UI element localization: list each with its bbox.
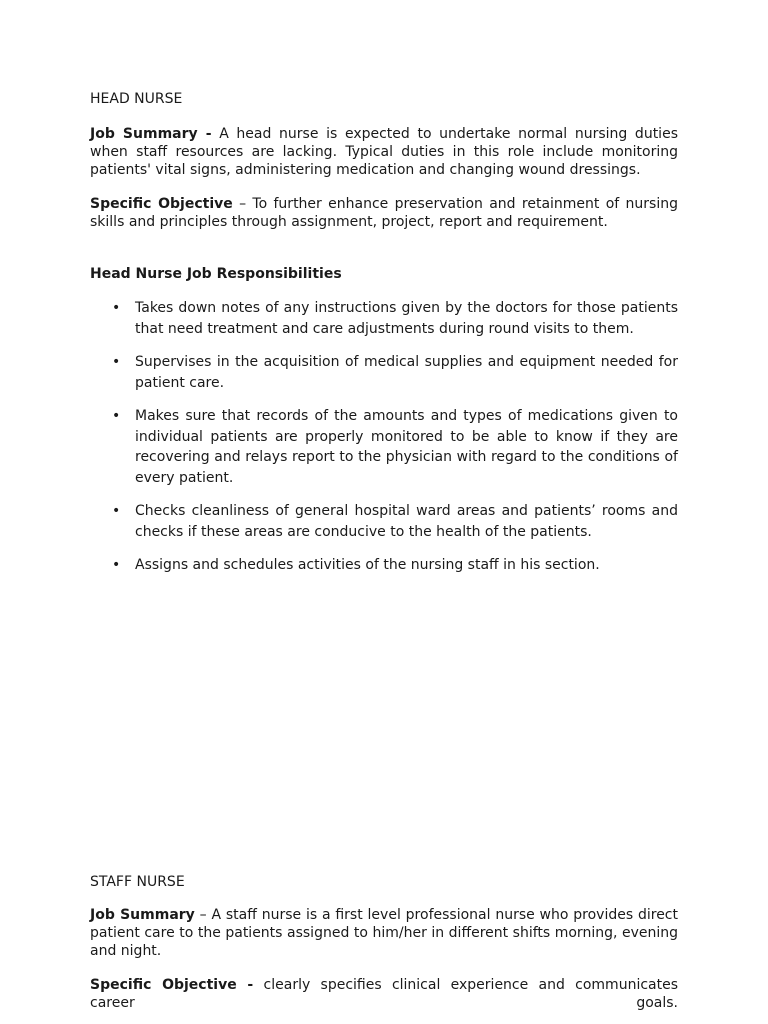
staff-nurse-section (90, 873, 678, 891)
list-item: • Supervises in the acquisition of medical supplies and equipment needed for patient care. (112, 354, 678, 391)
responsibilities-heading: Head Nurse Job Responsibilities (90, 266, 342, 282)
staff-nurse-job-summary (90, 906, 678, 960)
staff-job-summary-text: – A staff nurse is a first level professional nurse who provides direct patient care to the patients assigned to him/her in different shifts morning, evening and night. (90, 907, 678, 959)
bullet-icon: • (112, 503, 121, 519)
responsibilities-list-wrap (90, 298, 678, 589)
bullet-icon: • (112, 300, 121, 316)
list-item: • Takes down notes of any instructions given by the doctors for those patients that need treatment and care adjustments during round visits to them. (112, 300, 678, 337)
bullet-icon: • (112, 354, 121, 370)
objective-text: – To further enhance preservation and retainment of nursing skills and principles through assignment, project, report and requirement. (90, 196, 679, 230)
staff-nurse-objective (90, 976, 678, 1012)
list-item: • Makes sure that records of the amounts and types of medications given to individual patients are properly monitored to be able to know if they are recovering and relays report to the physician with regard to the conditions of every patient. (112, 408, 678, 486)
list-item: • Checks cleanliness of general hospital ward areas and patients’ rooms and checks if these areas are conducive to the health of the patients. (112, 503, 678, 540)
job-summary-text: A head nurse is expected to undertake normal nursing duties when staff resources are lacking. Typical duties in this role include monitoring patients' vital signs, administering medication and changing wound dressings. (90, 126, 678, 178)
head-nurse-title: HEAD NURSE (90, 91, 183, 107)
responsibilities-list (90, 298, 678, 576)
head-nurse-section (90, 90, 678, 108)
staff-objective-label: Specific Objective - (90, 977, 254, 993)
staff-nurse-title: STAFF NURSE (90, 874, 185, 890)
staff-job-summary-label: Job Summary (90, 907, 195, 923)
head-nurse-job-summary (90, 125, 678, 179)
list-item: • Assigns and schedules activities of the nursing staff in his section. (90, 555, 678, 576)
staff-objective-text: clearly specifies clinical experience and communicates career goals. (90, 977, 679, 1011)
job-summary-label: Job Summary - (90, 126, 212, 142)
bullet-icon: • (112, 557, 121, 573)
responsibilities-heading-wrap (90, 265, 678, 283)
head-nurse-objective (90, 195, 678, 231)
bullet-icon: • (112, 408, 121, 424)
objective-label: Specific Objective (90, 196, 233, 212)
